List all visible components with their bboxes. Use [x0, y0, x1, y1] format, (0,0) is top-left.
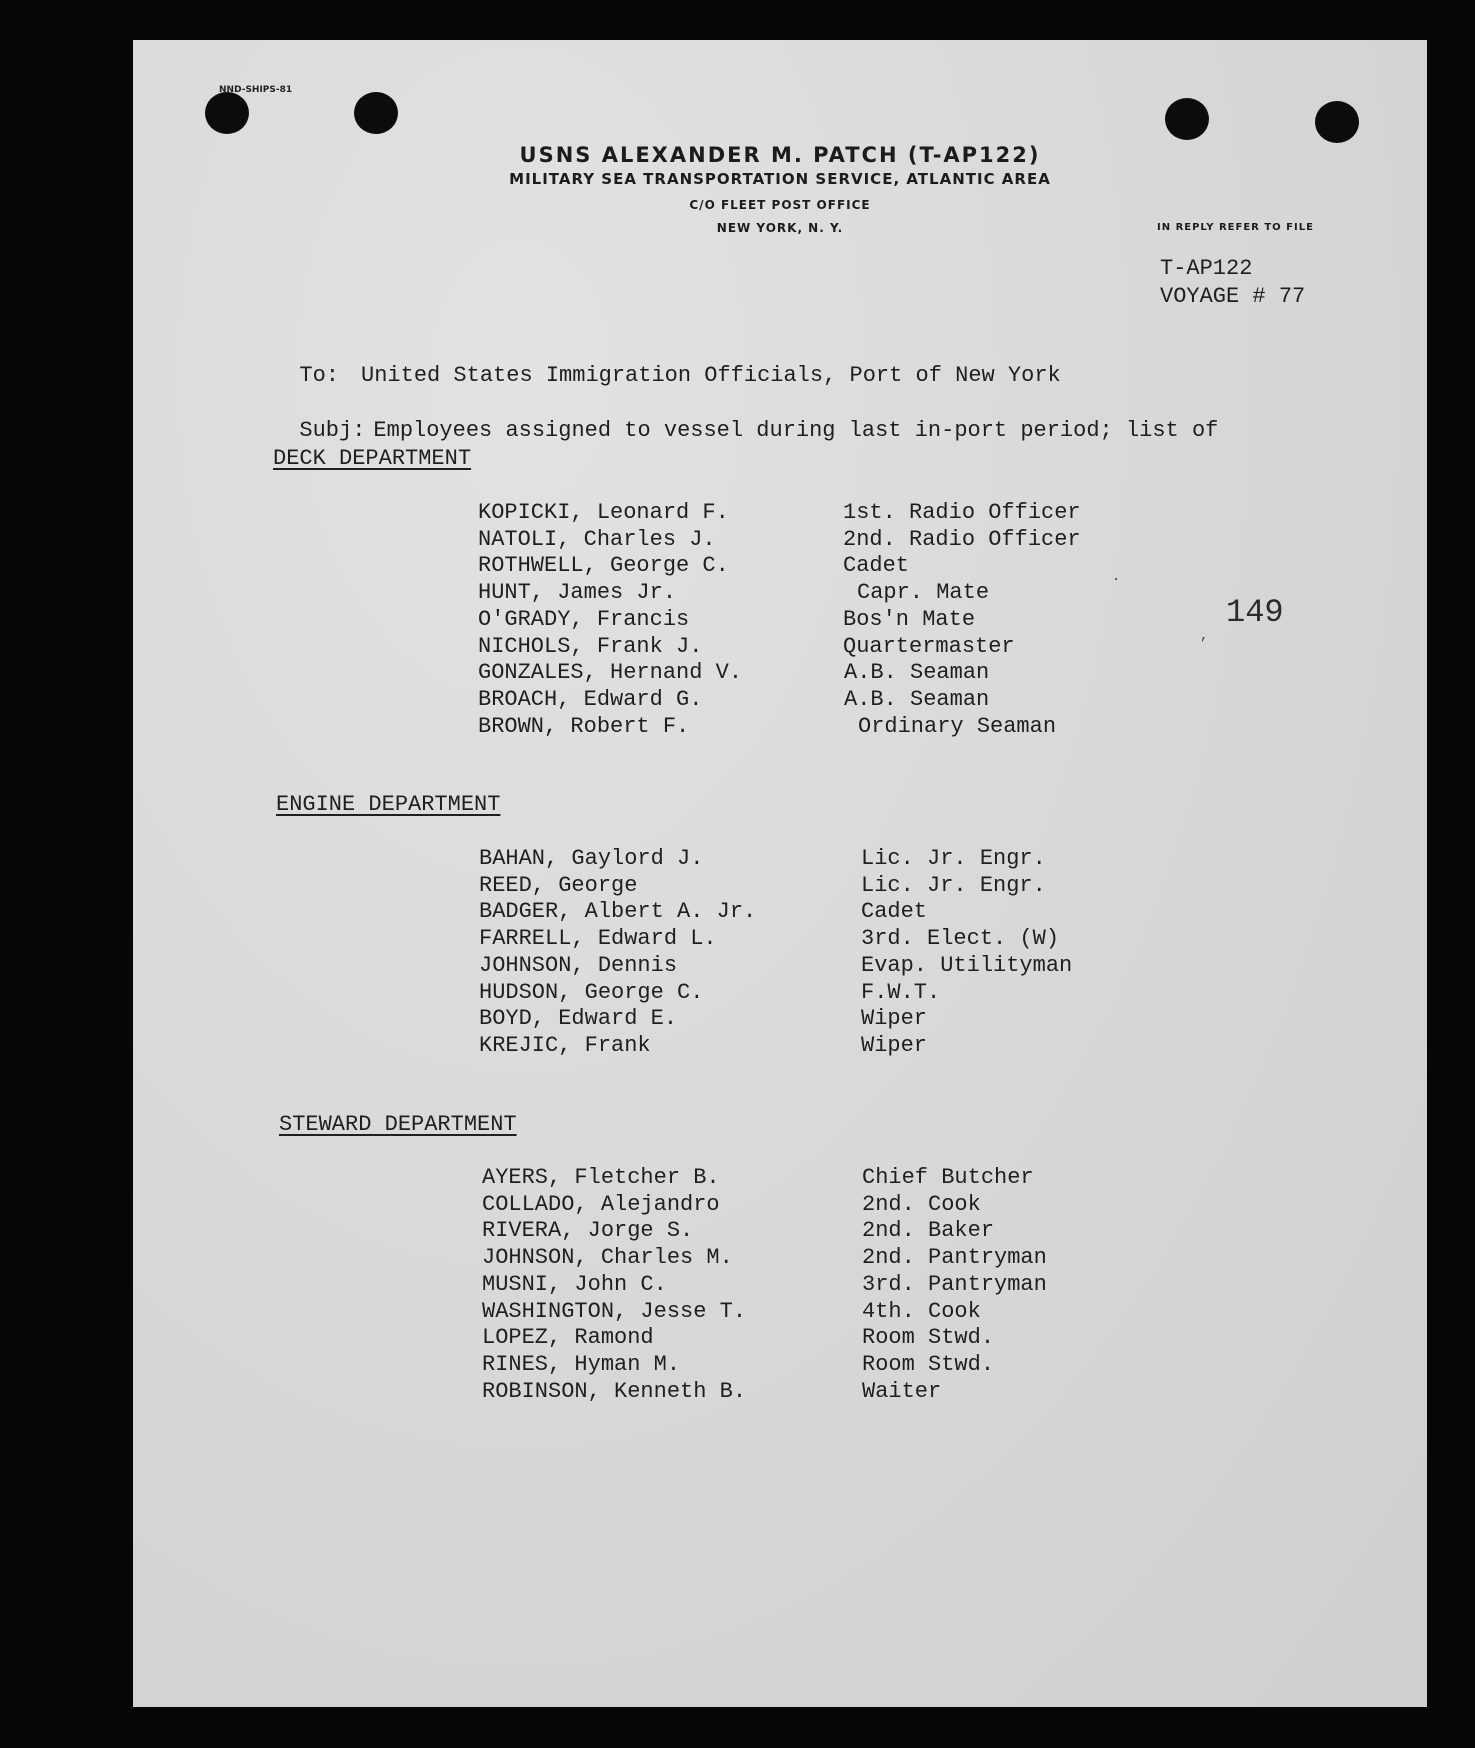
crew-title: Evap. Utilityman — [861, 952, 1073, 978]
crew-name: HUDSON, George C. — [479, 979, 704, 1005]
crew-name: KREJIC, Frank — [479, 1032, 651, 1058]
department-heading: DECK DEPARTMENT — [273, 446, 472, 471]
crew-name: BROACH, Edward G. — [478, 686, 703, 712]
ship-name: USNS ALEXANDER M. PATCH (T-AP122) — [519, 143, 1041, 167]
crew-name: AYERS, Fletcher B. — [482, 1165, 720, 1190]
crew-title: Cadet — [843, 553, 910, 579]
crew-title: 3rd. Elect. (W) — [861, 926, 1060, 952]
crew-title: Waiter — [862, 1378, 942, 1404]
subject-line — [273, 393, 1218, 443]
department-heading: STEWARD DEPARTMENT — [279, 1112, 517, 1137]
crew-name: BADGER, Albert A. Jr. — [479, 899, 757, 925]
to-value: United States Immigration Officials, Port of New York — [361, 363, 1061, 388]
crew-name: RIVERA, Jorge S. — [482, 1218, 694, 1244]
crew-name: ROTHWELL, George C. — [478, 553, 729, 579]
crew-title: 1st. Radio Officer — [843, 500, 1081, 525]
crew-title: 3rd. Pantryman — [862, 1271, 1047, 1297]
crew-name: LOPEZ, Ramond — [482, 1325, 654, 1351]
page-number: 149 — [1226, 594, 1284, 631]
crew-title: 2nd. Cook — [862, 1191, 981, 1217]
punch-hole — [354, 92, 398, 134]
crew-title: Bos'n Mate — [843, 606, 976, 632]
crew-name: ROBINSON, Kenneth B. — [482, 1378, 747, 1404]
crew-title: Wiper — [861, 1032, 928, 1058]
crew-name: BAHAN, Gaylord J. — [479, 846, 704, 871]
crew-name: GONZALES, Hernand V. — [478, 660, 743, 686]
city: NEW YORK, N. Y. — [716, 221, 844, 235]
crew-title: Room Stwd. — [862, 1325, 995, 1351]
crew-title: Wiper — [861, 1006, 928, 1032]
service-name: MILITARY SEA TRANSPORTATION SERVICE, ATLANTIC AREA — [509, 170, 1051, 188]
crew-name: JOHNSON, Charles M. — [482, 1245, 733, 1271]
crew-name: MUSNI, John C. — [482, 1271, 667, 1297]
punch-hole — [1165, 98, 1209, 140]
punch-hole — [205, 92, 249, 134]
file-reference: T-AP122 — [1160, 256, 1253, 281]
voyage-number: VOYAGE # 77 — [1160, 284, 1306, 309]
crew-name: REED, George — [479, 872, 638, 898]
crew-title: Ordinary Seaman — [858, 713, 1057, 739]
crew-title: Lic. Jr. Engr. — [861, 872, 1046, 898]
crew-title: A.B. Seaman — [844, 660, 990, 686]
crew-title: 2nd. Baker — [862, 1218, 995, 1244]
crew-name: HUNT, James Jr. — [478, 580, 677, 606]
crew-name: COLLADO, Alejandro — [482, 1191, 720, 1217]
crew-title: 4th. Cook — [862, 1298, 981, 1324]
crew-title: Chief Butcher — [862, 1165, 1034, 1190]
form-code: NND-SHIPS-81 — [219, 85, 293, 95]
to-line — [273, 338, 1061, 388]
department-heading: ENGINE DEPARTMENT — [276, 792, 501, 817]
crew-name: BOYD, Edward E. — [479, 1006, 678, 1032]
crew-title: A.B. Seaman — [844, 686, 990, 712]
subject-label: Subj: — [299, 418, 366, 443]
crew-title: 2nd. Pantryman — [862, 1245, 1047, 1271]
speck: , — [1200, 628, 1209, 644]
speck: · — [1112, 572, 1121, 588]
crew-title: Cadet — [861, 899, 928, 925]
reply-note: IN REPLY REFER TO FILE — [1157, 222, 1314, 233]
crew-name: NATOLI, Charles J. — [478, 526, 716, 552]
crew-name: KOPICKI, Leonard F. — [478, 500, 729, 525]
punch-hole — [1315, 101, 1359, 143]
crew-title: Capr. Mate — [857, 580, 990, 606]
crew-title: Quartermaster — [843, 633, 1015, 659]
post-office: C/O FLEET POST OFFICE — [689, 198, 871, 212]
to-label: To: — [299, 363, 340, 388]
crew-name: O'GRADY, Francis — [478, 606, 690, 632]
crew-name: BROWN, Robert F. — [478, 713, 690, 739]
crew-name: NICHOLS, Frank J. — [478, 633, 703, 659]
crew-title: Room Stwd. — [862, 1351, 995, 1377]
subject-value: Employees assigned to vessel during last in-port period; list of — [373, 418, 1219, 443]
crew-name: JOHNSON, Dennis — [479, 952, 678, 978]
crew-title: 2nd. Radio Officer — [843, 526, 1081, 552]
crew-title: Lic. Jr. Engr. — [861, 846, 1046, 871]
crew-name: FARRELL, Edward L. — [479, 926, 717, 952]
crew-name: WASHINGTON, Jesse T. — [482, 1298, 747, 1324]
crew-name: RINES, Hyman M. — [482, 1351, 681, 1377]
crew-title: F.W.T. — [861, 979, 941, 1005]
